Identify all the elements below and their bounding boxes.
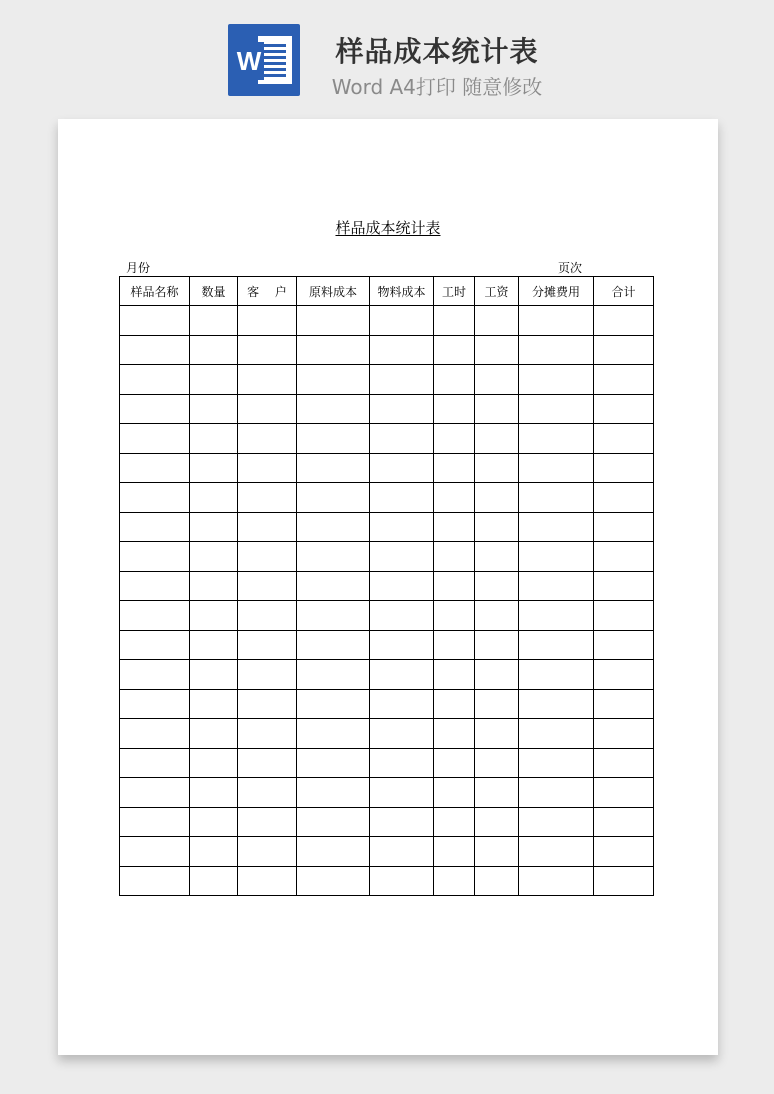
table-cell[interactable] [475,748,519,778]
table-cell[interactable] [120,365,190,395]
table-cell[interactable] [190,542,238,572]
table-cell[interactable] [594,601,654,631]
table-cell[interactable] [370,394,434,424]
table-row [120,542,654,572]
table-cell[interactable] [519,689,594,719]
table-cell[interactable] [475,306,519,336]
table-cell[interactable] [120,689,190,719]
table-row [120,335,654,365]
table-cell[interactable] [594,719,654,749]
table-cell[interactable] [120,483,190,513]
table-cell[interactable] [475,542,519,572]
table-cell[interactable] [475,571,519,601]
table-cell[interactable] [238,837,297,867]
table-cell[interactable] [370,778,434,808]
table-cell[interactable] [475,394,519,424]
table-cell[interactable] [238,778,297,808]
table-cell[interactable] [120,630,190,660]
table-cell[interactable] [297,335,370,365]
table-cell[interactable] [594,748,654,778]
table-cell[interactable] [297,571,370,601]
table-cell[interactable] [594,306,654,336]
table-cell[interactable] [120,571,190,601]
table-cell[interactable] [120,719,190,749]
table-cell[interactable] [594,542,654,572]
table-cell[interactable] [370,748,434,778]
table-cell[interactable] [370,866,434,896]
table-cell[interactable] [190,660,238,690]
table-cell[interactable] [434,837,475,867]
table-cell[interactable] [519,306,594,336]
table-cell[interactable] [190,601,238,631]
table-cell[interactable] [519,807,594,837]
table-cell[interactable] [519,512,594,542]
table-cell[interactable] [475,837,519,867]
document-title [58,217,718,238]
table-cell[interactable] [519,483,594,513]
table-cell[interactable] [519,601,594,631]
table-cell[interactable] [434,660,475,690]
table-cell[interactable] [519,571,594,601]
document-title-text: 样品成本统计表 [335,219,441,237]
table-cell[interactable] [434,807,475,837]
table-cell[interactable] [297,866,370,896]
table-cell[interactable] [434,748,475,778]
table-cell[interactable] [370,660,434,690]
table-cell[interactable] [434,719,475,749]
table-cell[interactable] [475,807,519,837]
col-header-work-hours: 工时 [434,277,475,306]
table-cell[interactable] [120,660,190,690]
col-header-total: 合计 [594,277,654,306]
table-cell[interactable] [190,571,238,601]
table-cell[interactable] [238,512,297,542]
table-cell[interactable] [120,453,190,483]
table-cell[interactable] [190,483,238,513]
table-cell[interactable] [475,689,519,719]
table-cell[interactable] [297,453,370,483]
table-cell[interactable] [297,660,370,690]
table-cell[interactable] [519,453,594,483]
word-logo-icon [228,24,300,96]
table-cell[interactable] [238,335,297,365]
table-header-row [120,277,654,306]
table-row [120,807,654,837]
table-row [120,306,654,336]
table-body [120,306,654,896]
table-cell[interactable] [120,866,190,896]
table-row [120,660,654,690]
table-cell[interactable] [434,571,475,601]
table-cell[interactable] [475,453,519,483]
table-cell[interactable] [370,335,434,365]
table-cell[interactable] [238,807,297,837]
table-cell[interactable] [297,837,370,867]
table-cell[interactable] [519,542,594,572]
table-cell[interactable] [434,542,475,572]
table-cell[interactable] [519,365,594,395]
table-cell[interactable] [434,453,475,483]
table-cell[interactable] [238,601,297,631]
table-cell[interactable] [297,778,370,808]
table-cell[interactable] [120,778,190,808]
table-cell[interactable] [594,424,654,454]
table-cell[interactable] [519,424,594,454]
table-cell[interactable] [190,365,238,395]
cost-table [119,276,654,896]
table-cell[interactable] [120,748,190,778]
table-cell[interactable] [370,365,434,395]
table-cell[interactable] [434,778,475,808]
table-row [120,453,654,483]
table-cell[interactable] [238,542,297,572]
table-row [120,571,654,601]
table-cell[interactable] [370,512,434,542]
table-cell[interactable] [297,512,370,542]
table-cell[interactable] [238,866,297,896]
table-cell[interactable] [238,689,297,719]
table-cell[interactable] [190,837,238,867]
table-row [120,748,654,778]
table-cell[interactable] [594,630,654,660]
table-cell[interactable] [434,365,475,395]
table-cell[interactable] [297,365,370,395]
table-cell[interactable] [238,571,297,601]
table-cell[interactable] [120,837,190,867]
table-cell[interactable] [370,306,434,336]
table-cell[interactable] [190,689,238,719]
table-cell[interactable] [434,483,475,513]
table-cell[interactable] [190,807,238,837]
col-header-customer: 客 户 [238,277,297,306]
month-label: 月份 [126,261,151,275]
table-cell[interactable] [297,689,370,719]
table-cell[interactable] [519,719,594,749]
table-cell[interactable] [190,394,238,424]
table-cell[interactable] [238,453,297,483]
table-cell[interactable] [120,807,190,837]
table-cell[interactable] [238,719,297,749]
table-cell[interactable] [519,660,594,690]
table-cell[interactable] [434,601,475,631]
table-cell[interactable] [297,748,370,778]
table-cell[interactable] [370,571,434,601]
table-cell[interactable] [120,542,190,572]
table-cell[interactable] [519,778,594,808]
table-cell[interactable] [297,424,370,454]
table-cell[interactable] [190,719,238,749]
table-cell[interactable] [594,483,654,513]
table-row [120,424,654,454]
table-cell[interactable] [475,778,519,808]
table-cell[interactable] [594,807,654,837]
table-cell[interactable] [120,512,190,542]
table-cell[interactable] [434,866,475,896]
table-cell[interactable] [238,365,297,395]
table-cell[interactable] [519,335,594,365]
table-cell[interactable] [519,837,594,867]
table-cell[interactable] [475,483,519,513]
table-cell[interactable] [475,866,519,896]
table-cell[interactable] [519,866,594,896]
table-cell[interactable] [297,630,370,660]
table-cell[interactable] [120,306,190,336]
table-cell[interactable] [475,512,519,542]
logo-letter: W [234,42,264,80]
table-cell[interactable] [594,571,654,601]
table-cell[interactable] [297,542,370,572]
table-row [120,483,654,513]
table-cell[interactable] [594,778,654,808]
col-header-sample-name: 样品名称 [120,277,190,306]
table-cell[interactable] [297,483,370,513]
col-header-quantity: 数量 [190,277,238,306]
table-cell[interactable] [370,453,434,483]
table-cell[interactable] [519,630,594,660]
table-cell[interactable] [120,424,190,454]
table-cell[interactable] [190,866,238,896]
table-cell[interactable] [238,660,297,690]
table-row [120,630,654,660]
table-cell[interactable] [238,424,297,454]
table-cell[interactable] [434,630,475,660]
table-cell[interactable] [594,394,654,424]
table-cell[interactable] [238,748,297,778]
table-cell[interactable] [475,719,519,749]
table-cell[interactable] [190,306,238,336]
table-cell[interactable] [120,335,190,365]
table-cell[interactable] [370,483,434,513]
table-cell[interactable] [594,866,654,896]
table-cell[interactable] [370,837,434,867]
table-cell[interactable] [297,807,370,837]
table-row [120,394,654,424]
col-header-wages: 工资 [475,277,519,306]
table-row [120,512,654,542]
table-cell[interactable] [594,365,654,395]
table-cell[interactable] [594,689,654,719]
table-cell[interactable] [297,601,370,631]
document-page [58,119,718,1055]
table-cell[interactable] [475,630,519,660]
table-cell[interactable] [297,306,370,336]
col-header-raw-material-cost: 原料成本 [297,277,370,306]
table-row [120,601,654,631]
table-cell[interactable] [434,306,475,336]
col-header-allocated-expense: 分摊费用 [519,277,594,306]
table-cell[interactable] [190,748,238,778]
table-cell[interactable] [434,689,475,719]
table-cell[interactable] [297,394,370,424]
table-cell[interactable] [519,394,594,424]
table-cell[interactable] [475,660,519,690]
table-cell[interactable] [370,630,434,660]
table-cell[interactable] [370,719,434,749]
table-cell[interactable] [238,394,297,424]
table-cell[interactable] [475,601,519,631]
banner [0,0,774,110]
table-cell[interactable] [190,512,238,542]
table-cell[interactable] [594,837,654,867]
table-cell[interactable] [297,719,370,749]
table-cell[interactable] [238,630,297,660]
table-row [120,837,654,867]
table-cell[interactable] [190,424,238,454]
banner-subtitle: Word A4打印 随意修改 [331,75,543,99]
table-cell[interactable] [434,512,475,542]
table-cell[interactable] [475,335,519,365]
table-row [120,365,654,395]
table-row [120,689,654,719]
banner-title: 样品成本统计表 [335,35,539,68]
table-cell[interactable] [370,542,434,572]
table-cell[interactable] [190,453,238,483]
table-cell[interactable] [370,601,434,631]
table-cell[interactable] [238,306,297,336]
page-label: 页次 [558,261,583,275]
table-cell[interactable] [475,424,519,454]
table-cell[interactable] [238,483,297,513]
table-cell[interactable] [594,512,654,542]
table-row [120,719,654,749]
table-cell[interactable] [120,601,190,631]
table-cell[interactable] [370,424,434,454]
table-cell[interactable] [475,365,519,395]
table-row [120,866,654,896]
table-cell[interactable] [434,394,475,424]
table-row [120,778,654,808]
table-cell[interactable] [434,424,475,454]
table-cell[interactable] [370,689,434,719]
table-cell[interactable] [519,748,594,778]
table-cell[interactable] [594,453,654,483]
table-cell[interactable] [594,335,654,365]
table-cell[interactable] [370,807,434,837]
table-cell[interactable] [190,335,238,365]
table-cell[interactable] [190,630,238,660]
table-cell[interactable] [190,778,238,808]
table-cell[interactable] [434,335,475,365]
table-cell[interactable] [594,660,654,690]
table-cell[interactable] [120,394,190,424]
col-header-supplies-cost: 物料成本 [370,277,434,306]
